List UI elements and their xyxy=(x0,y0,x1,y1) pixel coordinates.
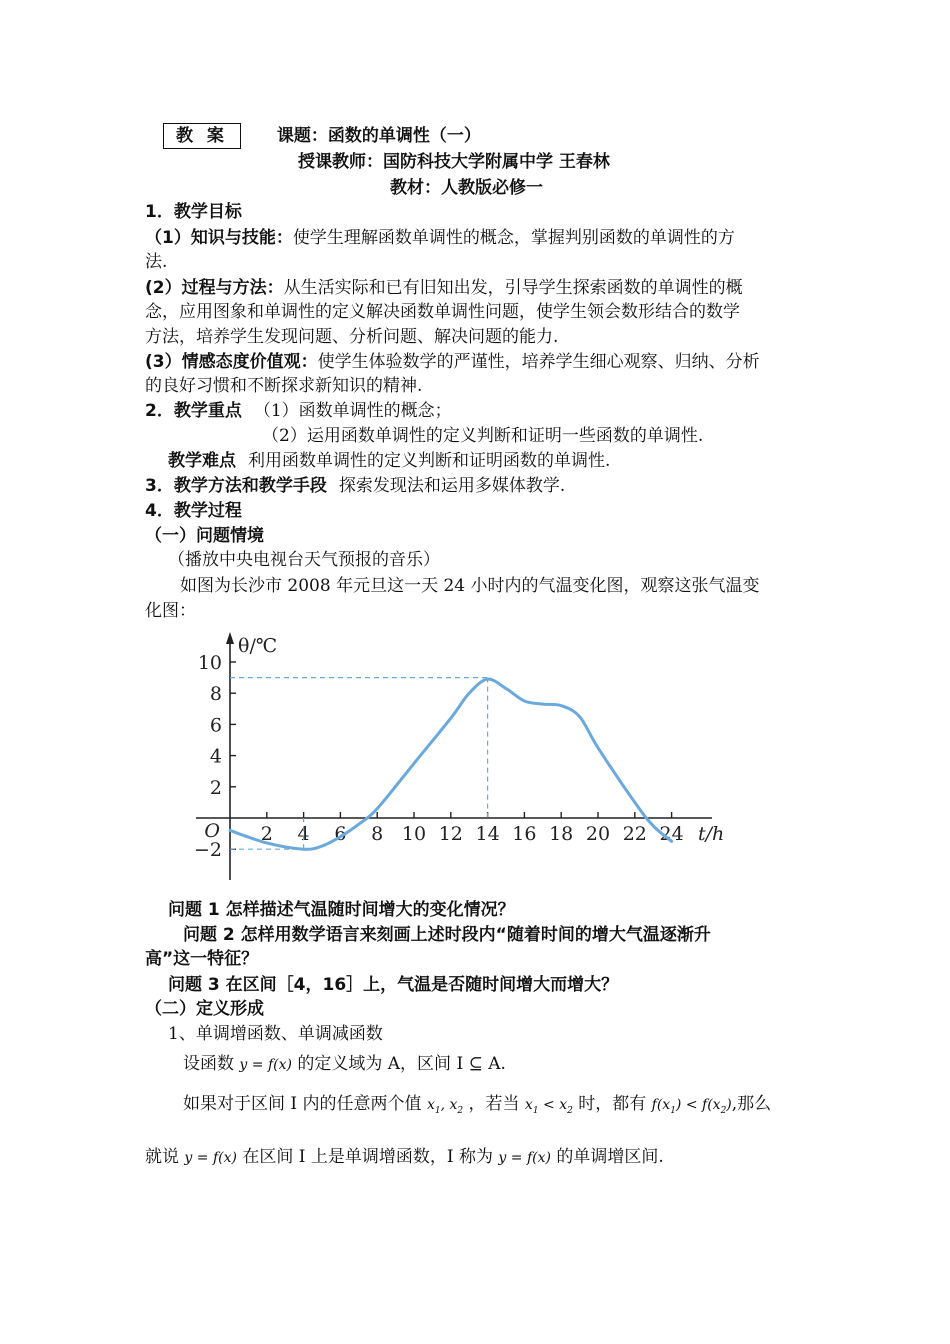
question-2-cont: 高”这一特征？ xyxy=(145,949,259,969)
y-tick-label: 6 xyxy=(209,714,222,737)
x-tick-label: 8 xyxy=(371,823,384,845)
objective-process: (2）过程与方法：从生活实际和已有旧知出发，引导学生探索函数的单调性的概 xyxy=(145,278,743,298)
x-tick-label: 20 xyxy=(585,823,611,845)
definition-line-3: 就说 y = f(x) 在区间 I 上是单调增函数，I 称为 y = f(x) 的单调增区间. xyxy=(145,1147,664,1167)
x1-x2-expr: $x_1$, $x_2$ xyxy=(426,1097,464,1116)
difficulty-line: 教学难点 利用函数单调性的定义判断和证明函数的单调性. xyxy=(168,451,611,471)
question-2: 问题 2 怎样用数学语言来刻画上述时段内“随着时间的增大气温逐渐升 xyxy=(183,925,711,945)
objective-attitude: (3）情感态度价值观：使学生体验数学的严谨性，培养学生细心观察、归纳、分析 xyxy=(145,352,760,372)
lesson-title: 课题：函数的单调性（一） xyxy=(276,126,481,146)
temperature-chart xyxy=(186,630,746,885)
chart-intro: 如图为长沙市 2008 年元旦这一天 24 小时内的气温变化图，观察这张气温变 xyxy=(180,576,760,596)
chart-intro-cont: 化图： xyxy=(145,601,196,621)
objective-knowledge: （1）知识与技能：使学生理解函数单调性的概念，掌握判别函数的单调性的方 xyxy=(145,228,735,248)
origin-label: O xyxy=(204,820,220,842)
header-title-line xyxy=(163,123,828,149)
question-3: 问题 3 在区间［4，16］上，气温是否随时间增大而增大？ xyxy=(168,975,619,995)
objective-process-cont2: 方法，培养学生发现问题、分析问题、解决问题的能力. xyxy=(145,327,559,347)
textbook-line: 教材：人教版必修一 xyxy=(390,178,543,198)
y-tick-label: 8 xyxy=(209,683,222,706)
objective-attitude-cont: 的良好习惯和不断探求新知识的精神. xyxy=(145,376,423,396)
section-2-line: 2．教学重点 （1）函数单调性的概念； xyxy=(145,401,452,421)
x-tick-label: 14 xyxy=(475,823,500,845)
function-expr: y = f(x) xyxy=(239,1057,292,1073)
fx1-lt-fx2-expr: $f(x_1) < f(x_2)$ xyxy=(651,1097,732,1116)
objective-knowledge-cont: 法. xyxy=(145,252,168,272)
music-note: （播放中央电视台天气预报的音乐） xyxy=(168,550,440,570)
section-1-title: 1．教学目标 xyxy=(145,202,242,222)
x-tick-label: 4 xyxy=(297,823,310,845)
x1-lt-x2-expr: $x_1 < x_2$ xyxy=(524,1097,573,1116)
section-3-line: 3．教学方法和教学手段 探索发现法和运用多媒体教学. xyxy=(145,476,566,496)
x-tick-label: 18 xyxy=(549,823,574,845)
x-tick-label: 2 xyxy=(260,823,273,845)
x-tick-label: 6 xyxy=(334,823,347,845)
y-tick-label: 2 xyxy=(209,776,222,799)
definition-line-1: 设函数 y = f(x) 的定义域为 A，区间 I ⊆ A. xyxy=(183,1054,506,1074)
y-axis-label: θ/℃ xyxy=(238,635,278,657)
x-tick-label: 24 xyxy=(659,823,684,845)
y-tick-label: 4 xyxy=(209,745,222,768)
x-tick-label: 16 xyxy=(512,823,537,845)
teacher-line: 授课教师：国防科技大学附属中学 王春林 xyxy=(298,152,610,172)
x-tick-label: 22 xyxy=(622,823,647,845)
section-4-2-title: （二）定义形成 xyxy=(145,999,264,1019)
y-tick-label: −2 xyxy=(193,839,222,862)
lesson-plan-box: 教 案 xyxy=(163,123,241,149)
y-axis-arrow xyxy=(226,632,234,644)
x-tick-label: 10 xyxy=(401,823,427,845)
objective-process-cont1: 念，应用图象和单调性的定义解决函数单调性问题，使学生领会数形结合的数学 xyxy=(145,302,740,322)
y-tick-label: 10 xyxy=(197,652,222,674)
x-axis-label: t/h xyxy=(698,823,725,845)
question-1: 问题 1 怎样描述气温随时间增大的变化情况？ xyxy=(168,900,515,920)
section-4-title: 4．教学过程 xyxy=(145,501,242,521)
section-4-1-title: （一）问题情境 xyxy=(145,526,264,546)
x-tick-label: 12 xyxy=(438,823,463,845)
definition-subtitle: 1、单调增函数、单调减函数 xyxy=(168,1024,383,1044)
definition-line-2: 如果对于区间 I 内的任意两个值 $x_1$, $x_2$ ，若当 $x_1 < x_2$ 时，都有 $f(x_1) < f(x_2)$,那么 xyxy=(183,1094,772,1116)
section-2-item-2: （2）运用函数单调性的定义判断和证明一些函数的单调性. xyxy=(262,426,704,446)
